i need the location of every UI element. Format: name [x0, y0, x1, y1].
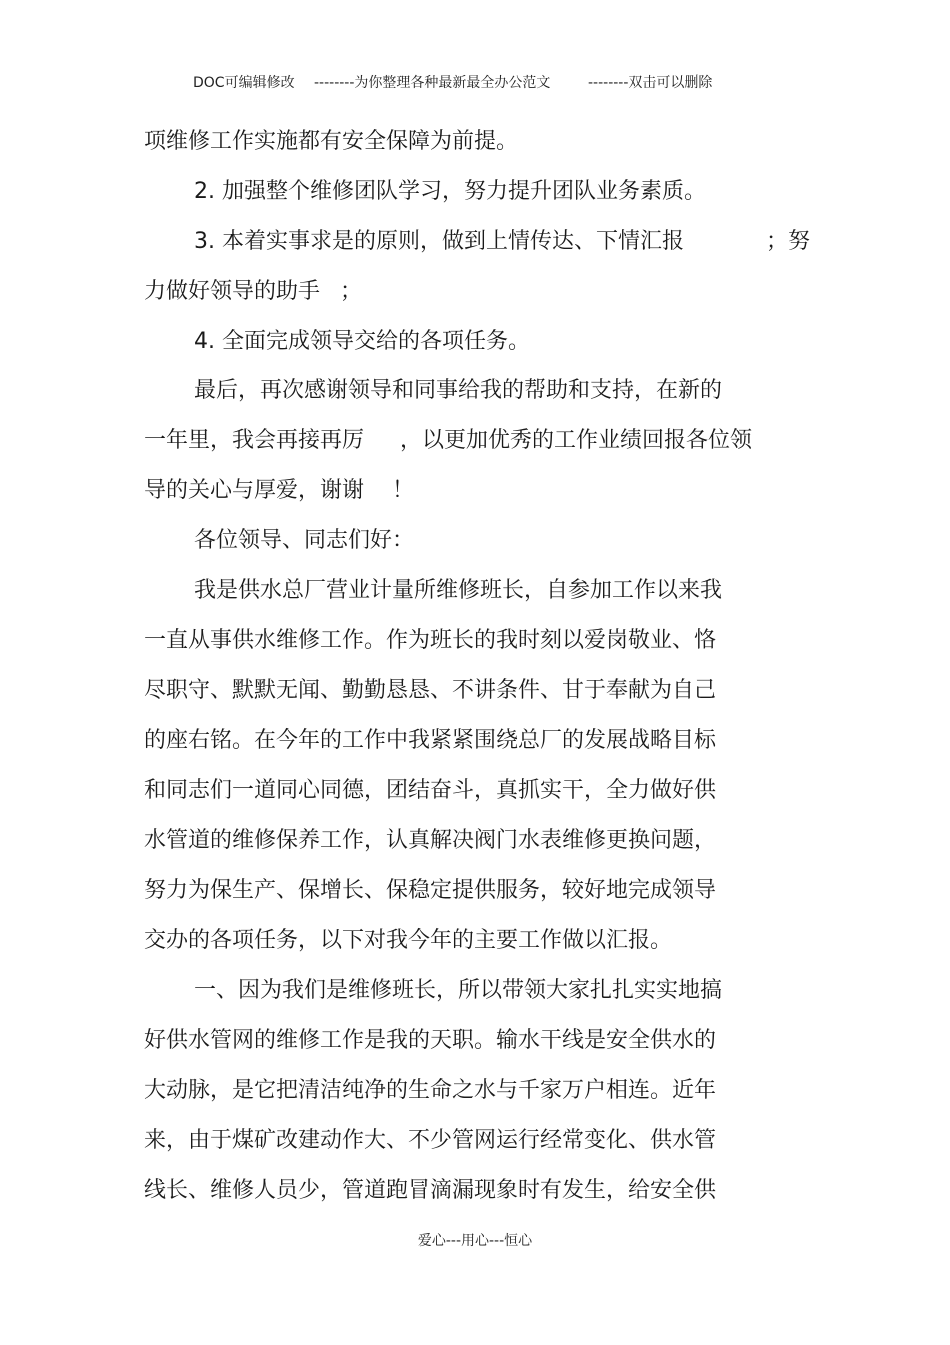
header-doc-label: DOC可编辑修改 [193, 75, 295, 91]
text-line: 大动脉，是它把清洁纯净的生命之水与千家万户相连。近年 [144, 1078, 717, 1103]
text-line: 好供水管网的维修工作是我的天职。输水干线是安全供水的 [144, 1028, 717, 1053]
header-middle-text: --------为你整理各种最新最全办公范文 [314, 75, 551, 91]
text-line: ；努 [766, 229, 811, 254]
text-line: ； [340, 279, 363, 304]
text-line: ！ [392, 478, 415, 503]
text-line: 4. 全面完成领导交给的各项任务。 [194, 329, 530, 354]
page-header [0, 72, 950, 92]
text-line: 力做好领导的助手 [144, 279, 321, 304]
text-line: 和同志们一道同心同德，团结奋斗，真抓实干，全力做好供 [144, 778, 717, 803]
text-line: 项维修工作实施都有安全保障为前提。 [144, 129, 519, 154]
text-line: 的座右铭。在今年的工作中我紧紧围绕总厂的发展战略目标 [144, 728, 717, 753]
text-line: 我是供水总厂营业计量所维修班长，自参加工作以来我 [194, 578, 723, 603]
text-line: 导的关心与厚爱，谢谢 [144, 478, 365, 503]
text-line: 2. 加强整个维修团队学习，努力提升团队业务素质。 [194, 179, 706, 204]
text-line: 3. 本着实事求是的原则，做到上情传达、下情汇报 [194, 229, 684, 254]
page-footer: 爱心---用心---恒心 [417, 1233, 533, 1249]
text-line: 水管道的维修保养工作，认真解决阀门水表维修更换问题， [144, 828, 717, 853]
text-line: 一直从事供水维修工作。作为班长的我时刻以爱岗敬业、恪 [144, 628, 717, 653]
text-line: 线长、维修人员少，管道跑冒滴漏现象时有发生，给安全供 [144, 1178, 717, 1203]
text-line: 一、因为我们是维修班长，所以带领大家扎扎实实地搞 [194, 978, 723, 1003]
text-line: 来，由于煤矿改建动作大、不少管网运行经常变化、供水管 [144, 1128, 717, 1153]
text-line: 最后，再次感谢领导和同事给我的帮助和支持，在新的 [194, 378, 723, 403]
text-line: 交办的各项任务，以下对我今年的主要工作做以汇报。 [144, 928, 673, 953]
text-line: 一年里，我会再接再厉 [144, 428, 365, 453]
text-line: 努力为保生产、保增长、保稳定提供服务，较好地完成领导 [144, 878, 717, 903]
text-line: 各位领导、同志们好： [194, 528, 415, 553]
text-line: ，以更加优秀的工作业绩回报各位领 [400, 428, 753, 453]
header-right-text: --------双击可以删除 [588, 75, 713, 91]
text-line: 尽职守、默默无闻、勤勤恳恳、不讲条件、甘于奉献为自己 [144, 678, 717, 703]
